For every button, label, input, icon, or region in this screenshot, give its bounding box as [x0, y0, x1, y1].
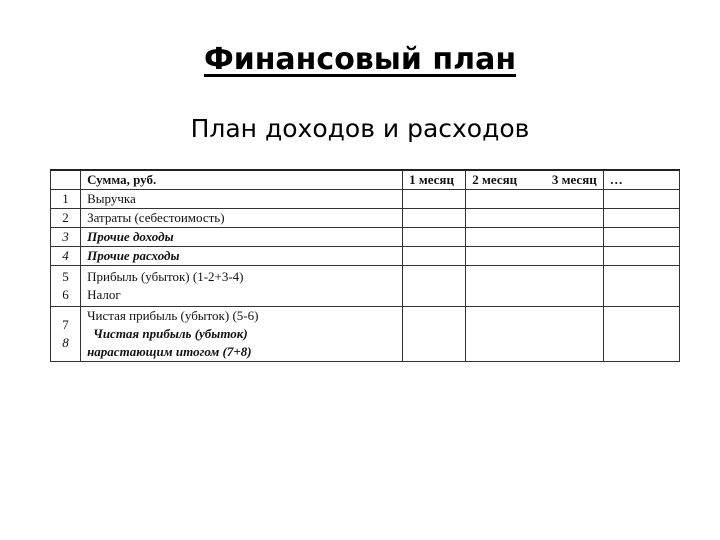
row-label-group	[81, 307, 403, 362]
row-num-group	[51, 266, 81, 307]
row-month2	[466, 209, 603, 228]
row-label: Налог	[87, 287, 121, 302]
row-month2	[466, 190, 603, 209]
row-more	[603, 266, 679, 307]
header-label-cell: Сумма, руб.	[81, 170, 403, 190]
header-more-cell: …	[603, 170, 679, 190]
header-month1-cell: 1 месяц	[403, 170, 466, 190]
row-num: 3	[51, 228, 81, 247]
row-more	[603, 307, 679, 362]
row-label: Чистая прибыль (убыток) (5-6)	[87, 308, 259, 323]
row-month2	[466, 266, 603, 307]
slide-subtitle: План доходов и расходов	[190, 114, 530, 143]
row-more	[603, 190, 679, 209]
row-num-group	[51, 307, 81, 362]
row-label-group	[81, 266, 403, 307]
table-row	[51, 190, 680, 209]
header-month2-label: 2 месяц	[472, 172, 518, 187]
table-row	[51, 228, 680, 247]
table-row	[51, 209, 680, 228]
row-month1	[403, 190, 466, 209]
row-month1	[403, 307, 466, 362]
row-month1	[403, 209, 466, 228]
row-num: 1	[51, 190, 81, 209]
row-month2	[466, 247, 603, 266]
row-num: 5	[62, 269, 69, 284]
slide-title	[0, 42, 720, 77]
row-num: 2	[51, 209, 81, 228]
table-row	[51, 247, 680, 266]
row-more	[603, 228, 679, 247]
header-month23-cell	[466, 170, 603, 190]
income-expense-table	[50, 169, 680, 362]
row-month1	[403, 266, 466, 307]
header-num-cell	[51, 170, 81, 190]
row-label: Прибыль (убыток) (1-2+3-4)	[87, 269, 244, 284]
table-row	[51, 307, 680, 362]
table-row	[51, 266, 680, 307]
row-month1	[403, 247, 466, 266]
row-num: 4	[51, 247, 81, 266]
row-label: Выручка	[81, 190, 403, 209]
row-label: Чистая прибыль (убыток)	[93, 326, 248, 341]
row-more	[603, 209, 679, 228]
row-num: 8	[62, 335, 69, 350]
slide-title-text: Финансовый план	[203, 42, 517, 77]
row-month2	[466, 307, 603, 362]
row-num: 6	[62, 287, 69, 302]
header-month3-label: 3 месяц	[551, 172, 597, 187]
row-label: нарастающим итогом (7+8)	[87, 344, 252, 359]
row-label: Прочие расходы	[81, 247, 403, 266]
row-label: Прочие доходы	[81, 228, 403, 247]
row-num: 7	[62, 317, 69, 332]
row-more	[603, 247, 679, 266]
table-header-row	[51, 170, 680, 190]
row-month2	[466, 228, 603, 247]
row-label: Затраты (себестоимость)	[81, 209, 403, 228]
row-month1	[403, 228, 466, 247]
